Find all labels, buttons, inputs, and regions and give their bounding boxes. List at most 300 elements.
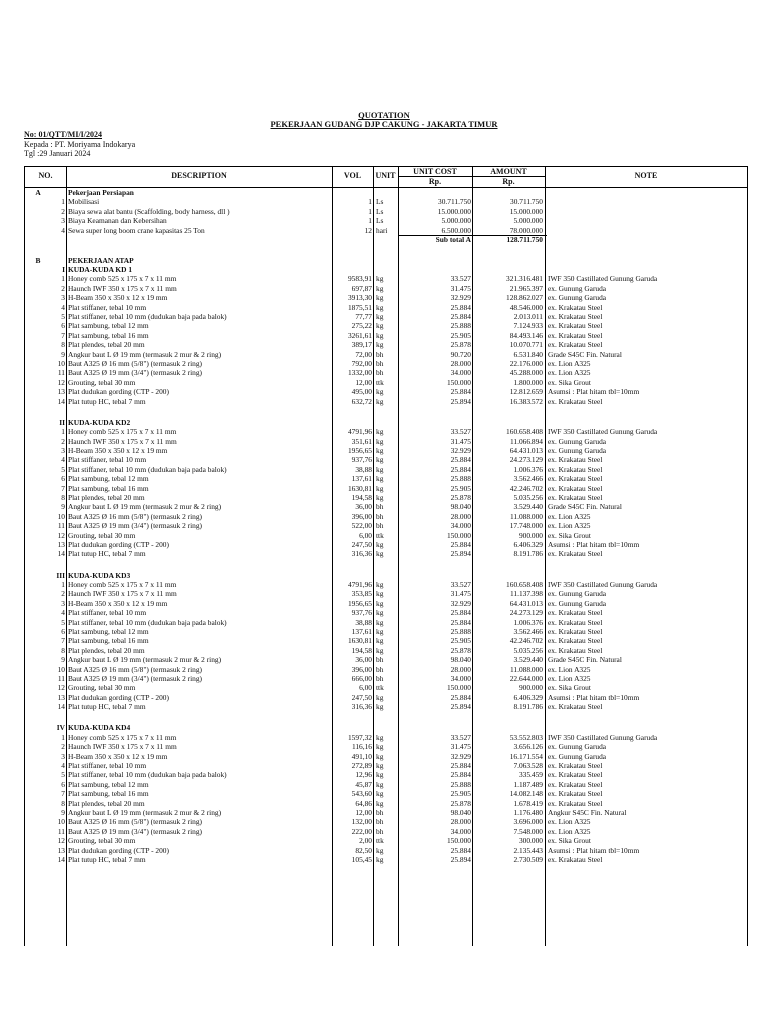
- item-volume: 12,00: [355, 807, 372, 817]
- item-number: 4: [61, 455, 65, 465]
- quotation-table: [24, 166, 748, 946]
- item-volume: 396,00: [351, 664, 372, 674]
- item-unit-cost: 34.000: [450, 826, 471, 836]
- header-vol: VOL: [343, 171, 362, 180]
- item-amount: 5.035.256: [513, 493, 543, 503]
- table-row: [25, 331, 747, 340]
- item-description: H-Beam 350 x 350 x 12 x 19 mm: [68, 598, 168, 608]
- table-row: [25, 502, 747, 511]
- group-name: KUDA-KUDA KD3: [68, 570, 131, 580]
- item-unit: kg: [376, 540, 384, 550]
- item-unit-cost: 25.888: [450, 474, 471, 484]
- item-volume: 1630,81: [347, 636, 372, 646]
- item-volume: 522,00: [351, 521, 372, 531]
- item-unit-cost: 25.884: [450, 464, 471, 474]
- item-note: Grade S45C Fin. Natural: [548, 349, 622, 359]
- table-row: [25, 674, 747, 683]
- item-number: 7: [61, 483, 65, 493]
- item-volume: 6,00: [359, 530, 372, 540]
- item-amount: 321.316.481: [506, 274, 543, 284]
- item-unit-cost: 90.720: [450, 349, 471, 359]
- item-amount: 84.493.146: [509, 330, 543, 340]
- item-note: Asumsi : Plat hitam tbl=10mm: [548, 540, 640, 550]
- item-volume: 396,00: [351, 511, 372, 521]
- item-unit-cost: 25.884: [450, 770, 471, 780]
- item-amount: 17.748.000: [509, 521, 543, 531]
- item-unit: kg: [376, 283, 384, 293]
- item-volume: 937,76: [351, 608, 372, 618]
- table-row: [25, 207, 747, 216]
- item-amount: 8.191.786: [513, 549, 543, 559]
- item-number: 4: [61, 760, 65, 770]
- group-roman: I: [62, 265, 65, 275]
- table-row: [25, 521, 747, 530]
- item-number: 10: [57, 817, 65, 827]
- item-note: ex. Krakatau Steel: [548, 474, 603, 484]
- item-number: 10: [57, 359, 65, 369]
- table-row: [25, 770, 747, 779]
- item-unit-cost: 25.884: [450, 692, 471, 702]
- item-amount: 3.656.126: [513, 742, 543, 752]
- item-unit: kg: [376, 483, 384, 493]
- item-unit-cost: 31.475: [450, 742, 471, 752]
- table-row: [25, 627, 747, 636]
- item-volume: 194,58: [351, 645, 372, 655]
- item-unit: bh: [376, 359, 384, 369]
- item-unit: kg: [376, 626, 384, 636]
- item-description: Plat stiffaner, tebal 10 mm (dudukan baja pada balok): [68, 464, 227, 474]
- item-number: 11: [57, 826, 65, 836]
- item-volume: 937,76: [351, 455, 372, 465]
- item-description: Honey comb 525 x 175 x 7 x 11 mm: [68, 579, 177, 589]
- item-note: ex. Krakatau Steel: [548, 396, 603, 406]
- item-unit-cost: 32.929: [450, 598, 471, 608]
- table-row: [25, 512, 747, 521]
- item-note: ex. Gunung Garuda: [548, 598, 607, 608]
- item-number: 1: [61, 274, 65, 284]
- item-description: Angkur baut L Ø 19 mm (termasuk 2 mur & 2 ring): [68, 807, 222, 817]
- item-volume: 36,00: [355, 655, 372, 665]
- header-note: NOTE: [634, 171, 658, 180]
- item-amount: 6.406.329: [513, 540, 543, 550]
- item-volume: 275,22: [351, 321, 372, 331]
- section-code: A: [35, 188, 41, 197]
- table-row: [25, 789, 747, 798]
- item-unit-cost: 31.475: [450, 283, 471, 293]
- item-volume: 45,87: [355, 779, 372, 789]
- item-volume: 72,00: [355, 349, 372, 359]
- item-unit-cost: 34.000: [450, 673, 471, 683]
- table-row: [25, 655, 747, 664]
- table-row: [25, 817, 747, 826]
- item-amount: 3.696.000: [513, 817, 543, 827]
- subtotal-value: 128.711.750: [506, 235, 543, 244]
- item-note: ex. Gunung Garuda: [548, 446, 607, 456]
- item-number: 10: [57, 664, 65, 674]
- item-unit-cost: 15.000.000: [437, 206, 471, 216]
- table-row: [25, 312, 747, 321]
- quotation-meta: [24, 130, 135, 159]
- item-note: ex. Krakatau Steel: [548, 493, 603, 503]
- item-description: Grouting, tebal 30 mm: [68, 377, 136, 387]
- item-unit-cost: 25.878: [450, 645, 471, 655]
- item-number: 9: [61, 655, 65, 665]
- item-description: Plat sambung, tebal 12 mm: [68, 321, 149, 331]
- item-unit-cost: 25.894: [450, 702, 471, 712]
- item-number: 9: [61, 349, 65, 359]
- item-number: 3: [61, 446, 65, 456]
- item-note: ex. Lion A325: [548, 511, 591, 521]
- item-description: Plat tutup HC, tebal 7 mm: [68, 549, 146, 559]
- table-row: [25, 446, 747, 455]
- item-amount: 53.552.803: [509, 732, 543, 742]
- item-number: 6: [61, 779, 65, 789]
- item-volume: 222,00: [351, 826, 372, 836]
- item-unit: hari: [376, 225, 388, 235]
- item-volume: 105,45: [351, 854, 372, 864]
- item-unit: kg: [376, 464, 384, 474]
- item-unit-cost: 30.711.750: [438, 197, 471, 207]
- item-unit: kg: [376, 598, 384, 608]
- item-unit-cost: 33.527: [450, 579, 471, 589]
- item-number: 3: [61, 293, 65, 303]
- group-roman: IV: [56, 723, 65, 733]
- table-row: [25, 780, 747, 789]
- table-row: [25, 284, 747, 293]
- table-row: [25, 387, 747, 396]
- item-unit: kg: [376, 732, 384, 742]
- item-unit-cost: 150.000: [446, 377, 471, 387]
- item-amount: 300.000: [518, 836, 543, 846]
- item-unit: ttk: [376, 683, 384, 693]
- header-description: DESCRIPTION: [171, 171, 227, 180]
- item-description: Plat sambung, tebal 12 mm: [68, 474, 149, 484]
- item-volume: 64,86: [355, 798, 372, 808]
- item-volume: 1: [368, 206, 372, 216]
- item-amount: 1.006.376: [513, 464, 543, 474]
- item-note: ex. Krakatau Steel: [548, 789, 603, 799]
- item-unit: kg: [376, 493, 384, 503]
- item-amount: 7.548.000: [513, 826, 543, 836]
- item-amount: 12.812.659: [509, 387, 543, 397]
- item-description: Angkur baut L Ø 19 mm (termasuk 2 mur & 2 ring): [68, 655, 222, 665]
- header-amount: AMOUNT: [490, 167, 527, 176]
- item-amount: 335.459: [518, 770, 543, 780]
- item-unit-cost: 33.527: [450, 732, 471, 742]
- item-note: ex. Krakatau Steel: [548, 779, 603, 789]
- item-unit: bh: [376, 368, 384, 378]
- item-amount: 7.063.528: [513, 760, 543, 770]
- table-row: [25, 855, 747, 864]
- item-amount: 6.531.840: [513, 349, 543, 359]
- item-description: Plat stiffaner, tebal 10 mm: [68, 302, 147, 312]
- table-row: [25, 378, 747, 387]
- item-unit-cost: 25.884: [450, 608, 471, 618]
- item-unit: kg: [376, 589, 384, 599]
- item-unit-cost: 25.884: [450, 387, 471, 397]
- item-description: Mobilisasi: [68, 197, 100, 207]
- item-note: ex. Gunung Garuda: [548, 742, 607, 752]
- item-unit: kg: [376, 779, 384, 789]
- item-volume: 6,00: [359, 683, 372, 693]
- item-note: ex. Krakatau Steel: [548, 702, 603, 712]
- item-volume: 792,00: [351, 359, 372, 369]
- item-number: 4: [61, 302, 65, 312]
- item-note: ex. Krakatau Steel: [548, 798, 603, 808]
- item-unit: kg: [376, 579, 384, 589]
- item-amount: 10.070.771: [509, 340, 543, 350]
- item-description: Plat sambung, tebal 16 mm: [68, 330, 149, 340]
- item-number: 13: [57, 692, 65, 702]
- table-row: [25, 216, 747, 225]
- item-unit-cost: 25.884: [450, 540, 471, 550]
- item-note: ex. Sika Grout: [548, 836, 591, 846]
- table-row: [25, 226, 747, 235]
- item-number: 5: [61, 770, 65, 780]
- item-unit: kg: [376, 293, 384, 303]
- item-number: 4: [61, 608, 65, 618]
- item-number: 2: [61, 742, 65, 752]
- item-unit-cost: 25.905: [450, 483, 471, 493]
- group-row: [25, 418, 747, 427]
- item-unit: bh: [376, 826, 384, 836]
- table-row: [25, 303, 747, 312]
- item-note: ex. Lion A325: [548, 673, 591, 683]
- item-unit-cost: 32.929: [450, 293, 471, 303]
- item-number: 5: [61, 312, 65, 322]
- item-number: 1: [61, 197, 65, 207]
- item-description: Baut A325 Ø 16 mm (5/8") (termasuk 2 ring): [68, 511, 202, 521]
- item-unit-cost: 98.040: [450, 655, 471, 665]
- item-volume: 3913,30: [347, 293, 372, 303]
- item-amount: 160.658.408: [506, 427, 543, 437]
- item-amount: 2.730.509: [513, 854, 543, 864]
- item-unit-cost: 28.000: [450, 664, 471, 674]
- item-number: 3: [61, 598, 65, 608]
- item-note: ex. Krakatau Steel: [548, 302, 603, 312]
- item-description: Haunch IWF 350 x 175 x 7 x 11 mm: [68, 589, 177, 599]
- item-description: Biaya Keamanan dan Kebersihan: [68, 216, 167, 226]
- item-note: ex. Lion A325: [548, 521, 591, 531]
- table-row: [25, 455, 747, 464]
- item-unit-cost: 28.000: [450, 359, 471, 369]
- item-unit-cost: 25.894: [450, 854, 471, 864]
- table-row: [25, 549, 747, 558]
- item-amount: 128.862.027: [506, 293, 543, 303]
- item-description: Baut A325 Ø 16 mm (5/8") (termasuk 2 ring): [68, 664, 202, 674]
- table-row: [25, 618, 747, 627]
- item-unit: kg: [376, 702, 384, 712]
- item-amount: 42.246.702: [509, 483, 543, 493]
- item-unit: ttk: [376, 836, 384, 846]
- item-unit-cost: 25.878: [450, 798, 471, 808]
- item-note: ex. Krakatau Steel: [548, 760, 603, 770]
- item-unit: bh: [376, 521, 384, 531]
- table-row: [25, 484, 747, 493]
- item-unit-cost: 150.000: [446, 683, 471, 693]
- table-row: [25, 665, 747, 674]
- item-unit: kg: [376, 789, 384, 799]
- item-volume: 3261,61: [347, 330, 372, 340]
- item-unit: kg: [376, 845, 384, 855]
- item-note: ex. Krakatau Steel: [548, 321, 603, 331]
- table-row: [25, 465, 747, 474]
- header-no: NO.: [38, 171, 53, 180]
- item-number: 2: [61, 283, 65, 293]
- table-row: [25, 836, 747, 845]
- item-unit: kg: [376, 742, 384, 752]
- item-amount: 11.088.000: [510, 664, 543, 674]
- item-unit: kg: [376, 760, 384, 770]
- table-row: [25, 397, 747, 406]
- item-unit-cost: 25.884: [450, 302, 471, 312]
- item-description: Grouting, tebal 30 mm: [68, 683, 136, 693]
- table-row: [25, 368, 747, 377]
- item-note: ex. Gunung Garuda: [548, 436, 607, 446]
- item-unit: Ls: [376, 197, 384, 207]
- item-unit-cost: 150.000: [446, 530, 471, 540]
- item-note: ex. Lion A325: [548, 359, 591, 369]
- item-amount: 1.187.489: [513, 779, 543, 789]
- item-unit: bh: [376, 807, 384, 817]
- table-row: [25, 608, 747, 617]
- item-number: 8: [61, 645, 65, 655]
- item-note: ex. Krakatau Steel: [548, 455, 603, 465]
- item-unit: bh: [376, 673, 384, 683]
- item-amount: 1.678.419: [513, 798, 543, 808]
- item-volume: 632,72: [351, 396, 372, 406]
- item-unit-cost: 25.884: [450, 760, 471, 770]
- item-description: Plat stiffaner, tebal 10 mm: [68, 608, 147, 618]
- item-description: Plat tutup HC, tebal 7 mm: [68, 702, 146, 712]
- item-description: Plat dudukan gording (CTP - 200): [68, 692, 169, 702]
- item-unit-cost: 32.929: [450, 751, 471, 761]
- item-number: 4: [61, 225, 65, 235]
- table-row: [25, 752, 747, 761]
- item-number: 1: [61, 579, 65, 589]
- table-row: [25, 340, 747, 349]
- item-amount: 1.176.480: [513, 807, 543, 817]
- item-number: 9: [61, 502, 65, 512]
- item-description: Plat stiffaner, tebal 10 mm: [68, 760, 147, 770]
- item-unit: Ls: [376, 206, 384, 216]
- item-note: ex. Sika Grout: [548, 530, 591, 540]
- item-unit: kg: [376, 455, 384, 465]
- item-note: ex. Lion A325: [548, 664, 591, 674]
- table-row: [25, 531, 747, 540]
- item-volume: 132,00: [351, 817, 372, 827]
- item-unit: kg: [376, 312, 384, 322]
- item-note: ex. Krakatau Steel: [548, 464, 603, 474]
- item-amount: 16.383.572: [509, 396, 543, 406]
- item-unit-cost: 34.000: [450, 521, 471, 531]
- item-number: 12: [57, 530, 65, 540]
- item-number: 5: [61, 464, 65, 474]
- item-volume: 1630,81: [347, 483, 372, 493]
- item-volume: 2,00: [359, 836, 372, 846]
- item-amount: 78.000.000: [509, 225, 543, 235]
- item-number: 7: [61, 330, 65, 340]
- item-amount: 24.273.129: [509, 455, 543, 465]
- document-subtitle: PEKERJAAN GUDANG DJP CAKUNG - JAKARTA TIMUR: [270, 119, 498, 129]
- item-volume: 12,00: [355, 377, 372, 387]
- item-unit-cost: 6.500.000: [441, 225, 471, 235]
- item-volume: 1: [368, 197, 372, 207]
- item-unit: kg: [376, 274, 384, 284]
- item-note: ex. Krakatau Steel: [548, 312, 603, 322]
- item-number: 2: [61, 436, 65, 446]
- section-title: Pekerjaan Persiapan: [68, 188, 134, 197]
- item-volume: 9583,91: [347, 274, 372, 284]
- item-description: Plat dudukan gording (CTP - 200): [68, 387, 169, 397]
- item-note: IWF 350 Castillated Gunung Garuda: [548, 732, 658, 742]
- item-unit-cost: 31.475: [450, 436, 471, 446]
- item-unit-cost: 28.000: [450, 511, 471, 521]
- item-description: Plat sambung, tebal 12 mm: [68, 626, 149, 636]
- item-note: ex. Krakatau Steel: [548, 608, 603, 618]
- item-description: Plat tutup HC, tebal 7 mm: [68, 854, 146, 864]
- item-volume: 247,50: [351, 540, 372, 550]
- item-description: H-Beam 350 x 350 x 12 x 19 mm: [68, 446, 168, 456]
- item-description: Plat stiffaner, tebal 10 mm (dudukan baja pada balok): [68, 770, 227, 780]
- item-amount: 900.000: [518, 530, 543, 540]
- item-description: Plat sambung, tebal 12 mm: [68, 779, 149, 789]
- item-description: Plat sambung, tebal 16 mm: [68, 483, 149, 493]
- item-volume: 316,36: [351, 549, 372, 559]
- item-number: 13: [57, 387, 65, 397]
- item-amount: 22.176.000: [509, 359, 543, 369]
- item-description: Honey comb 525 x 175 x 7 x 11 mm: [68, 427, 177, 437]
- item-unit: kg: [376, 340, 384, 350]
- item-number: 2: [61, 589, 65, 599]
- item-unit: kg: [376, 692, 384, 702]
- subtotal-label: Sub total A: [435, 235, 471, 244]
- item-unit-cost: 25.888: [450, 779, 471, 789]
- item-number: 8: [61, 798, 65, 808]
- item-number: 12: [57, 683, 65, 693]
- item-unit-cost: 25.878: [450, 493, 471, 503]
- item-description: Angkur baut L Ø 19 mm (termasuk 2 mur & 2 ring): [68, 349, 222, 359]
- item-number: 14: [57, 702, 65, 712]
- item-volume: 666,00: [351, 673, 372, 683]
- quotation-date: Tgl :29 Januari 2024: [24, 149, 91, 158]
- header-unit-cost-currency: Rp.: [428, 177, 442, 186]
- item-amount: 5.000.000: [513, 216, 543, 226]
- item-note: IWF 350 Castillated Gunung Garuda: [548, 427, 658, 437]
- item-amount: 64.431.013: [509, 446, 543, 456]
- item-note: ex. Sika Grout: [548, 377, 591, 387]
- item-unit: ttk: [376, 377, 384, 387]
- section-row: [25, 188, 747, 197]
- item-number: 6: [61, 626, 65, 636]
- item-unit-cost: 25.894: [450, 549, 471, 559]
- item-note: ex. Lion A325: [548, 368, 591, 378]
- table-row: [25, 427, 747, 436]
- item-amount: 3.562.466: [513, 626, 543, 636]
- group-row: [25, 571, 747, 580]
- item-unit-cost: 25.888: [450, 626, 471, 636]
- item-number: 3: [61, 751, 65, 761]
- item-amount: 11.066.894: [510, 436, 543, 446]
- item-amount: 22.644.000: [509, 673, 543, 683]
- item-description: Haunch IWF 350 x 175 x 7 x 11 mm: [68, 742, 177, 752]
- table-row: [25, 693, 747, 702]
- item-amount: 6.406.329: [513, 692, 543, 702]
- item-amount: 21.965.397: [509, 283, 543, 293]
- item-description: Plat plendes, tebal 20 mm: [68, 340, 145, 350]
- item-volume: 495,00: [351, 387, 372, 397]
- item-volume: 38,88: [355, 464, 372, 474]
